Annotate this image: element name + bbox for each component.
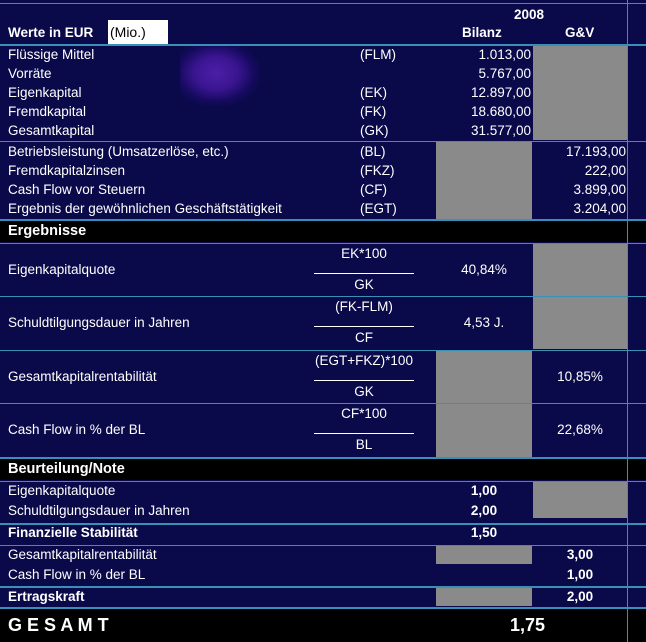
formula-numerator: EK*100 bbox=[341, 246, 387, 261]
guv-grade: 2,00 bbox=[566, 589, 594, 604]
formula-numerator: (FK-FLM) bbox=[335, 299, 393, 314]
fraction-bar bbox=[314, 326, 414, 327]
guv-value: 3.899,00 bbox=[573, 182, 626, 197]
gesamt-row bbox=[0, 609, 646, 642]
guv-grade: 1,00 bbox=[566, 567, 594, 582]
bilanz-value: 5.767,00 bbox=[478, 66, 531, 81]
empty-cell bbox=[436, 142, 532, 219]
unit-label: (Mio.) bbox=[110, 24, 146, 40]
row-label: Vorräte bbox=[8, 66, 52, 81]
guv-value: 22,68% bbox=[557, 422, 603, 437]
row-abbr: (CF) bbox=[360, 182, 387, 197]
grade-label: Eigenkapitalquote bbox=[8, 483, 116, 498]
grade-label: Cash Flow in % der BL bbox=[8, 567, 146, 582]
section-title: Beurteilung/Note bbox=[8, 461, 125, 477]
row-abbr: (BL) bbox=[360, 144, 386, 159]
row-label: Cash Flow vor Steuern bbox=[8, 182, 146, 197]
empty-cell bbox=[436, 588, 532, 606]
row-abbr: (FK) bbox=[360, 104, 387, 119]
grade-label: Schuldtilgungsdauer in Jahren bbox=[8, 503, 190, 518]
row-label: Flüssige Mittel bbox=[8, 47, 95, 62]
bilanz-value: 4,53 J. bbox=[463, 315, 505, 330]
formula-denominator: BL bbox=[355, 437, 373, 452]
result-label: Eigenkapitalquote bbox=[8, 262, 116, 277]
result-label: Gesamtkapitalrentabilität bbox=[8, 369, 157, 384]
section-beurteilung bbox=[0, 458, 646, 480]
row-label: Eigenkapital bbox=[8, 85, 82, 100]
row-label: Ergebnis der gewöhnlichen Geschäftstätigkeit bbox=[8, 201, 282, 216]
guv-value: 222,00 bbox=[584, 163, 626, 178]
formula-denominator: CF bbox=[355, 330, 373, 345]
bilanz-value: 40,84% bbox=[461, 262, 507, 277]
row-abbr: (FLM) bbox=[360, 47, 396, 62]
row-abbr: (FKZ) bbox=[360, 163, 395, 178]
guv-header: G&V bbox=[565, 25, 595, 40]
bilanz-grade: 1,50 bbox=[470, 525, 498, 540]
bilanz-grade: 2,00 bbox=[470, 503, 498, 518]
grade-label: Gesamtkapitalrentabilität bbox=[8, 547, 157, 562]
gesamt-label: G E S A M T bbox=[8, 615, 109, 635]
fraction-bar bbox=[314, 380, 414, 381]
guv-grade: 3,00 bbox=[566, 547, 594, 562]
empty-cell bbox=[533, 482, 627, 518]
section-ergebnisse bbox=[0, 220, 646, 242]
row-label: Fremdkapitalzinsen bbox=[8, 163, 126, 178]
year-header: 2008 bbox=[514, 7, 545, 22]
table-title: Werte in EUR bbox=[8, 25, 94, 40]
formula-denominator: GK bbox=[354, 384, 374, 399]
ink-smudge bbox=[180, 46, 260, 106]
empty-cell bbox=[533, 45, 627, 140]
result-label: Cash Flow in % der BL bbox=[8, 422, 146, 437]
formula-numerator: (EGT+FKZ)*100 bbox=[315, 353, 413, 368]
result-label: Schuldtilgungsdauer in Jahren bbox=[8, 315, 190, 330]
fraction-bar bbox=[314, 433, 414, 434]
unit-box bbox=[108, 20, 168, 46]
row-label: Betriebsleistung (Umsatzerlöse, etc.) bbox=[8, 144, 229, 159]
gesamt-value: 1,75 bbox=[510, 615, 546, 635]
row-abbr: (EK) bbox=[360, 85, 387, 100]
bilanz-value: 18.680,00 bbox=[470, 104, 531, 119]
grade-label: Ertragskraft bbox=[8, 589, 85, 604]
bilanz-grade: 1,00 bbox=[470, 483, 498, 498]
bilanz-value: 12.897,00 bbox=[470, 85, 531, 100]
formula-numerator: CF*100 bbox=[341, 406, 387, 421]
row-label: Fremdkapital bbox=[8, 104, 87, 119]
grade-label: Finanzielle Stabilität bbox=[8, 525, 138, 540]
bilanz-value: 1.013,00 bbox=[478, 47, 531, 62]
section-title: Ergebnisse bbox=[8, 223, 87, 239]
guv-value: 3.204,00 bbox=[573, 201, 626, 216]
formula-denominator: GK bbox=[354, 277, 374, 292]
empty-cell bbox=[436, 546, 532, 564]
fraction-bar bbox=[314, 273, 414, 274]
bilanz-header: Bilanz bbox=[462, 25, 502, 40]
row-abbr: (GK) bbox=[360, 123, 389, 138]
row-label: Gesamtkapital bbox=[8, 123, 95, 138]
bilanz-value: 31.577,00 bbox=[470, 123, 531, 138]
guv-value: 10,85% bbox=[557, 369, 603, 384]
guv-value: 17.193,00 bbox=[565, 144, 626, 159]
row-abbr: (EGT) bbox=[360, 201, 397, 216]
empty-cell bbox=[436, 351, 532, 457]
